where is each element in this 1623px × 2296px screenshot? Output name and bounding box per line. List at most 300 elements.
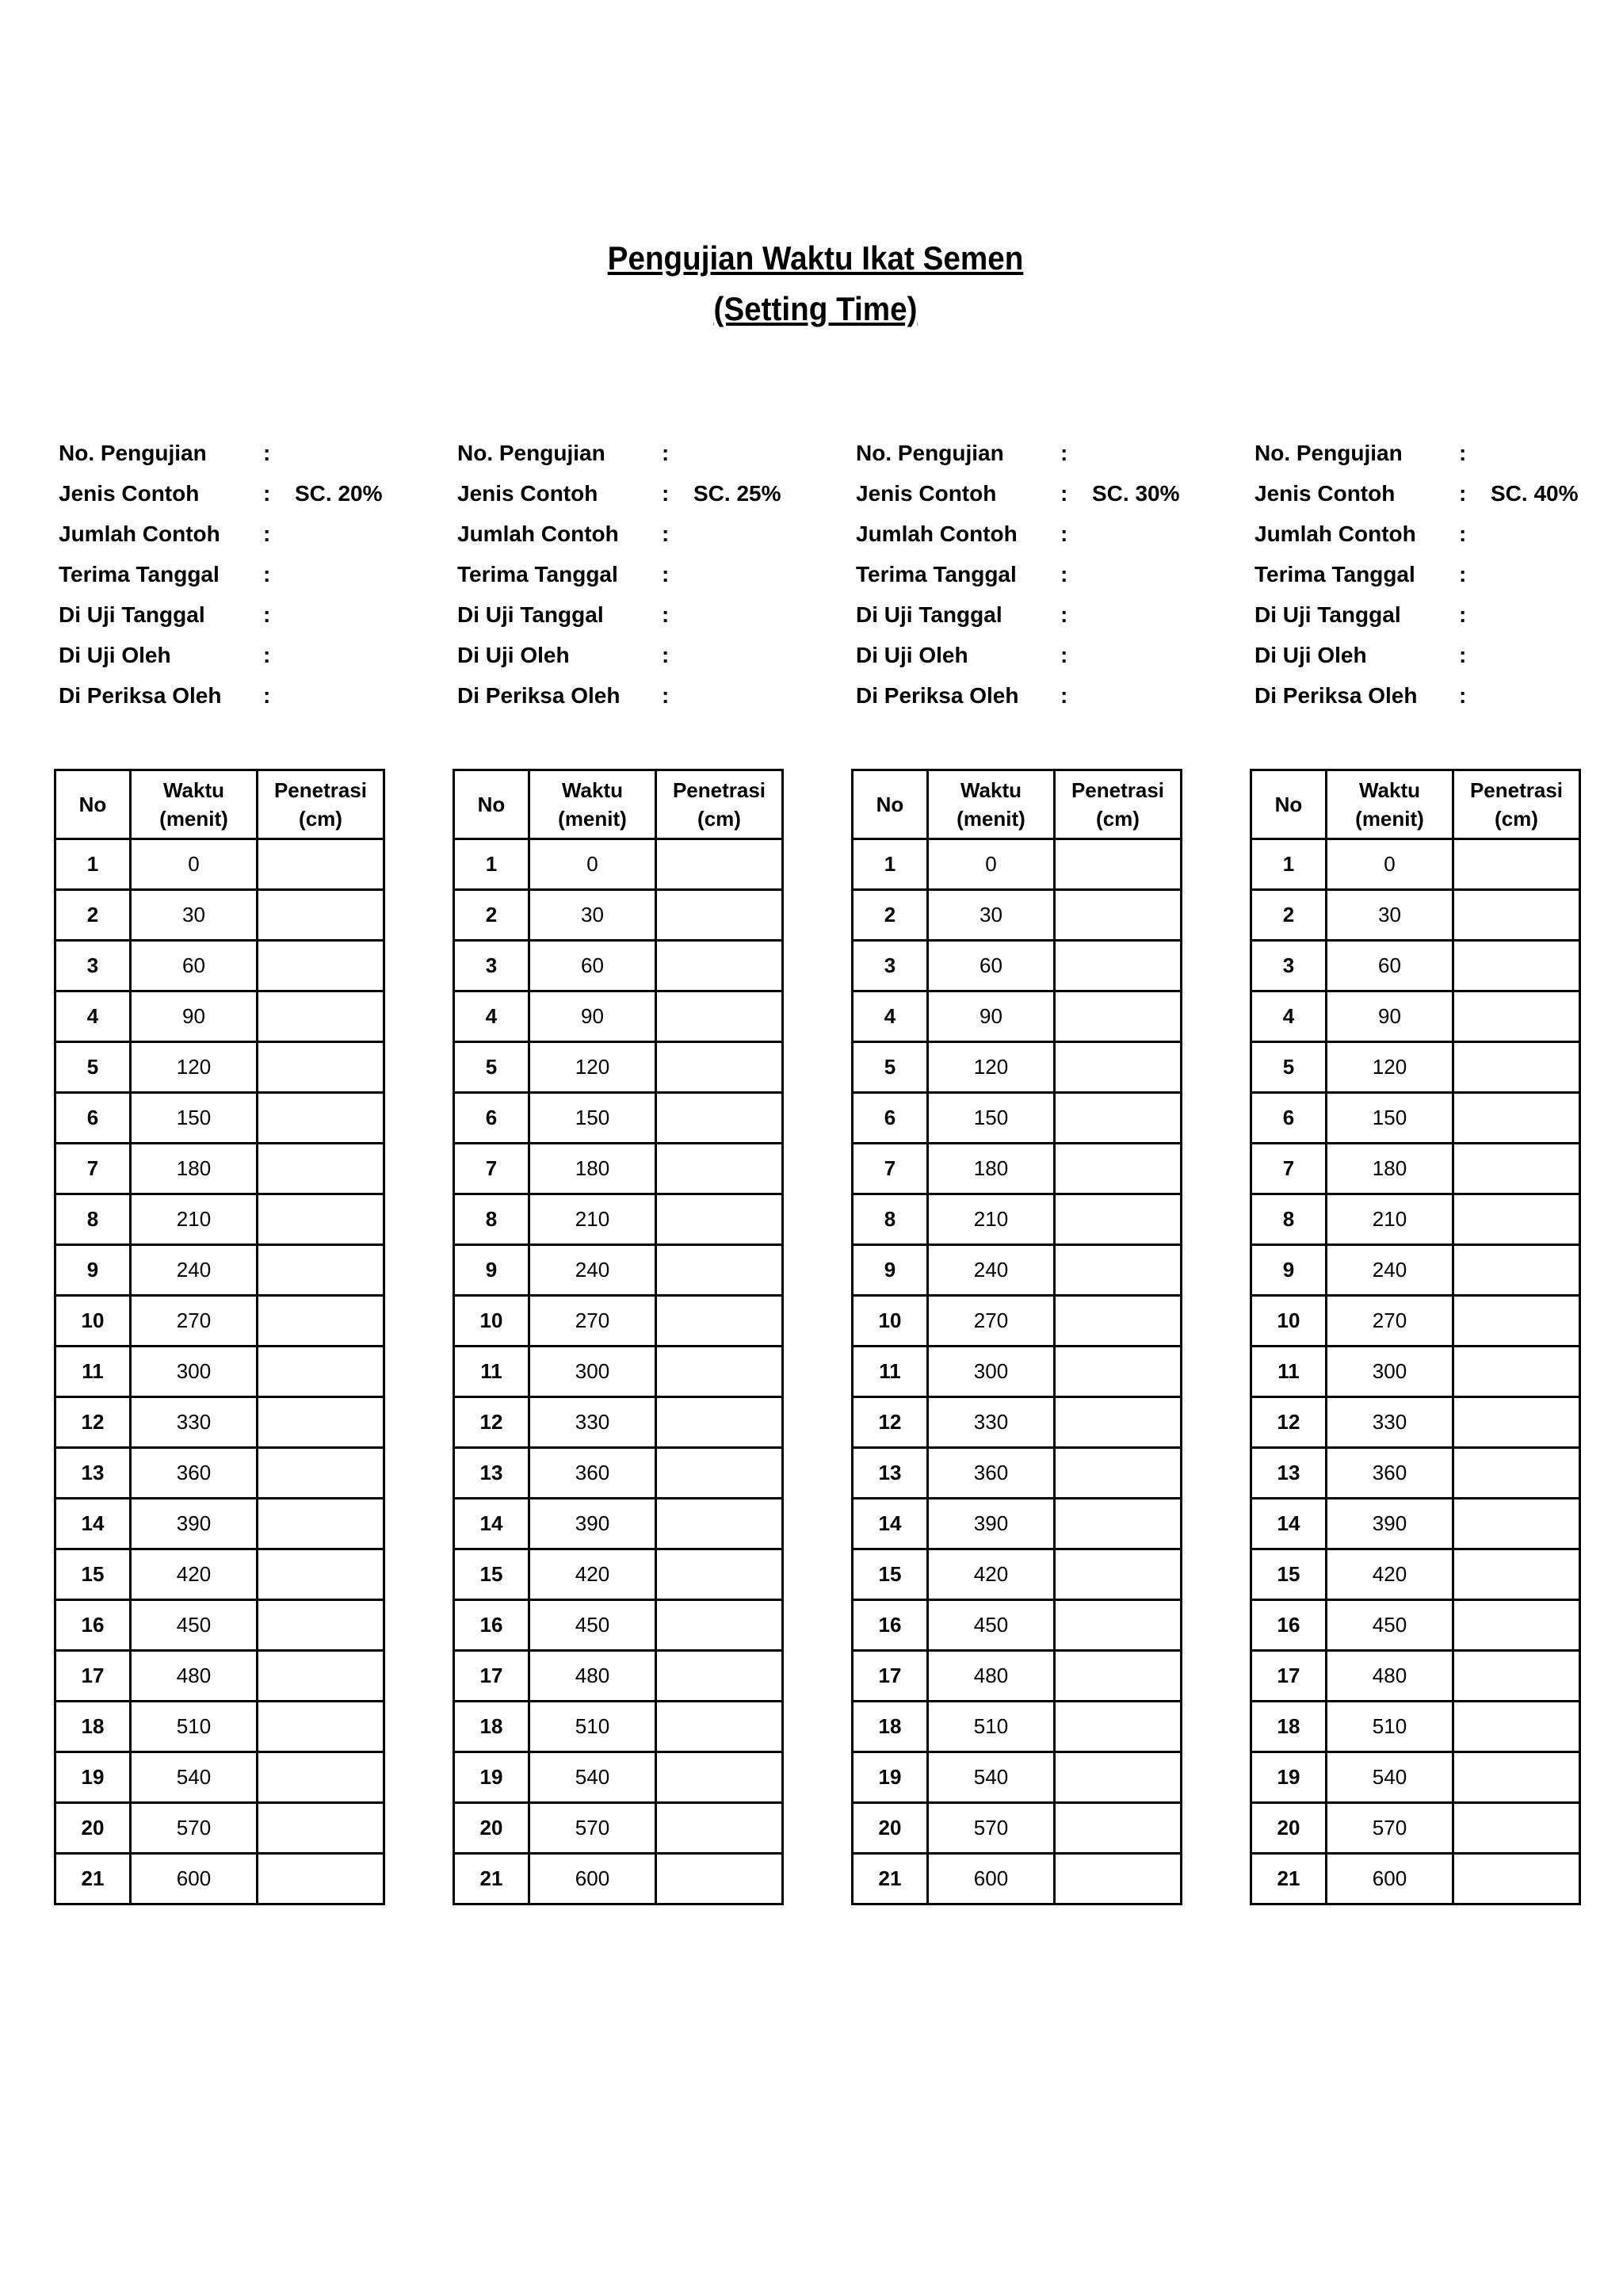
cell-no: 21: [853, 1854, 928, 1904]
cell-waktu: 300: [131, 1347, 258, 1397]
info-row: [59, 602, 391, 643]
cell-waktu: 120: [928, 1042, 1055, 1093]
cell-no: 3: [55, 941, 131, 991]
info-label: Jumlah Contoh: [856, 521, 1018, 546]
header-penetrasi-line1: Penetrasi: [672, 778, 766, 802]
cell-no: 21: [55, 1854, 131, 1904]
cell-waktu: 60: [928, 941, 1055, 991]
cell-penetrasi[interactable]: [1453, 1752, 1580, 1803]
cell-penetrasi[interactable]: [258, 1499, 384, 1549]
cell-penetrasi[interactable]: [258, 1803, 384, 1854]
cell-waktu: 480: [529, 1651, 656, 1702]
cell-penetrasi[interactable]: [1453, 1549, 1580, 1600]
page-subtitle: (Setting Time): [713, 290, 918, 327]
page-title: Pengujian Waktu Ikat Semen: [607, 239, 1024, 277]
cell-penetrasi[interactable]: [1453, 1803, 1580, 1854]
info-colon: :: [1459, 481, 1467, 506]
cell-penetrasi[interactable]: [1055, 1854, 1182, 1904]
table-row: [454, 1397, 783, 1448]
header-penetrasi: [258, 770, 384, 839]
jenis-contoh-value: SC. 30%: [1092, 481, 1180, 506]
info-row: [59, 643, 391, 683]
table-row: [1251, 1194, 1580, 1245]
info-label: Di Uji Oleh: [59, 643, 171, 667]
cell-penetrasi[interactable]: [656, 1042, 783, 1093]
cell-penetrasi[interactable]: [1055, 1296, 1182, 1347]
cell-waktu: 30: [928, 890, 1055, 941]
cell-no: 19: [1251, 1752, 1327, 1803]
info-label: No. Pengujian: [1254, 441, 1403, 465]
info-colon: :: [1060, 521, 1068, 546]
info-row: [1254, 683, 1587, 724]
cell-penetrasi[interactable]: [1055, 1448, 1182, 1499]
cell-penetrasi[interactable]: [258, 1042, 384, 1093]
cell-penetrasi[interactable]: [656, 991, 783, 1042]
table-row: [55, 1702, 384, 1752]
table-row: [853, 1347, 1182, 1397]
table-row: [853, 1397, 1182, 1448]
table-row: [454, 1144, 783, 1194]
cell-waktu: 450: [131, 1600, 258, 1651]
cell-waktu: 240: [529, 1245, 656, 1296]
cell-no: 8: [1251, 1194, 1327, 1245]
cell-waktu: 570: [131, 1803, 258, 1854]
cell-no: 16: [1251, 1600, 1327, 1651]
cell-penetrasi[interactable]: [1055, 1093, 1182, 1144]
header-no: No: [1251, 770, 1327, 839]
cell-no: 15: [853, 1549, 928, 1600]
info-row: [856, 602, 1189, 643]
info-colon: :: [1060, 683, 1068, 708]
info-colon: :: [662, 441, 670, 465]
cell-waktu: 180: [131, 1144, 258, 1194]
cell-no: 11: [454, 1347, 529, 1397]
info-row: [1254, 481, 1587, 521]
jenis-contoh-value: SC. 20%: [295, 481, 383, 506]
cell-penetrasi[interactable]: [1453, 941, 1580, 991]
cell-penetrasi[interactable]: [1055, 1144, 1182, 1194]
cell-penetrasi[interactable]: [656, 1296, 783, 1347]
cell-no: 17: [55, 1651, 131, 1702]
cell-no: 12: [1251, 1397, 1327, 1448]
info-label: Di Periksa Oleh: [1254, 683, 1418, 708]
header-penetrasi-line2: (cm): [1495, 807, 1538, 831]
cell-waktu: 420: [928, 1549, 1055, 1600]
info-label: Di Uji Tanggal: [1254, 602, 1401, 627]
info-label: Terima Tanggal: [1254, 562, 1415, 586]
cell-penetrasi[interactable]: [656, 890, 783, 941]
sample-info: [457, 441, 790, 724]
cell-waktu: 30: [131, 890, 258, 941]
cell-penetrasi[interactable]: [656, 1752, 783, 1803]
cell-penetrasi[interactable]: [1055, 1651, 1182, 1702]
cell-no: 8: [853, 1194, 928, 1245]
table-row: [853, 1600, 1182, 1651]
cell-waktu: 30: [1327, 890, 1453, 941]
cell-no: 20: [55, 1803, 131, 1854]
header-penetrasi: [1453, 770, 1580, 839]
sample-info: [856, 441, 1189, 724]
cell-no: 5: [55, 1042, 131, 1093]
cell-penetrasi[interactable]: [1055, 1245, 1182, 1296]
info-colon: :: [1459, 521, 1467, 546]
table-row: [853, 1296, 1182, 1347]
table-row: [454, 1093, 783, 1144]
cell-penetrasi[interactable]: [656, 1549, 783, 1600]
cell-penetrasi[interactable]: [656, 1144, 783, 1194]
cell-no: 15: [55, 1549, 131, 1600]
cell-penetrasi[interactable]: [1453, 1651, 1580, 1702]
header-waktu: [928, 770, 1055, 839]
info-colon: :: [1459, 602, 1467, 627]
setting-time-table: [1250, 769, 1581, 1905]
cell-penetrasi[interactable]: [656, 1347, 783, 1397]
cell-penetrasi[interactable]: [258, 1549, 384, 1600]
table-row: [853, 1803, 1182, 1854]
info-colon: :: [1060, 643, 1068, 667]
cell-penetrasi[interactable]: [1055, 839, 1182, 890]
info-label: Di Periksa Oleh: [856, 683, 1019, 708]
cell-penetrasi[interactable]: [258, 991, 384, 1042]
cell-penetrasi[interactable]: [1055, 1347, 1182, 1397]
cell-no: 7: [55, 1144, 131, 1194]
info-colon: :: [662, 602, 670, 627]
header-waktu: [1327, 770, 1453, 839]
table-row: [1251, 1499, 1580, 1549]
cell-waktu: 210: [1327, 1194, 1453, 1245]
cell-no: 17: [853, 1651, 928, 1702]
cell-penetrasi[interactable]: [656, 1702, 783, 1752]
info-colon: :: [1060, 481, 1068, 506]
table-row: [1251, 1347, 1580, 1397]
cell-penetrasi[interactable]: [258, 1651, 384, 1702]
cell-no: 10: [454, 1296, 529, 1347]
cell-waktu: 450: [1327, 1600, 1453, 1651]
cell-penetrasi[interactable]: [258, 1702, 384, 1752]
table-row: [454, 890, 783, 941]
info-row: [457, 643, 790, 683]
cell-no: 10: [55, 1296, 131, 1347]
table-row: [454, 1448, 783, 1499]
table-row: [1251, 1397, 1580, 1448]
cell-penetrasi[interactable]: [1055, 1549, 1182, 1600]
cell-no: 6: [454, 1093, 529, 1144]
cell-waktu: 360: [1327, 1448, 1453, 1499]
cell-waktu: 270: [1327, 1296, 1453, 1347]
table-row: [454, 1296, 783, 1347]
cell-waktu: 420: [131, 1549, 258, 1600]
cell-penetrasi[interactable]: [258, 890, 384, 941]
table-row: [55, 1752, 384, 1803]
cell-penetrasi[interactable]: [1453, 1600, 1580, 1651]
cell-no: 6: [853, 1093, 928, 1144]
cell-penetrasi[interactable]: [656, 1245, 783, 1296]
cell-penetrasi[interactable]: [1453, 1245, 1580, 1296]
cell-no: 13: [1251, 1448, 1327, 1499]
cell-waktu: 600: [529, 1854, 656, 1904]
header-penetrasi: [656, 770, 783, 839]
cell-no: 2: [1251, 890, 1327, 941]
cell-penetrasi[interactable]: [1055, 1042, 1182, 1093]
table-row: [454, 1194, 783, 1245]
table-row: [454, 1042, 783, 1093]
cell-waktu: 570: [1327, 1803, 1453, 1854]
cell-penetrasi[interactable]: [1453, 991, 1580, 1042]
cell-no: 3: [454, 941, 529, 991]
cell-penetrasi[interactable]: [1453, 1347, 1580, 1397]
table-header-row: [853, 770, 1182, 839]
header-waktu-line1: Waktu: [162, 778, 225, 802]
cell-waktu: 210: [131, 1194, 258, 1245]
table-row: [853, 1549, 1182, 1600]
table-row: [454, 1245, 783, 1296]
cell-no: 6: [1251, 1093, 1327, 1144]
cell-penetrasi[interactable]: [258, 1296, 384, 1347]
cell-waktu: 90: [928, 991, 1055, 1042]
cell-no: 20: [1251, 1803, 1327, 1854]
cell-penetrasi[interactable]: [656, 1499, 783, 1549]
table-header-row: [1251, 770, 1580, 839]
cell-penetrasi[interactable]: [656, 1651, 783, 1702]
info-row: [59, 521, 391, 562]
cell-penetrasi[interactable]: [258, 839, 384, 890]
cell-no: 20: [454, 1803, 529, 1854]
cell-penetrasi[interactable]: [258, 941, 384, 991]
table-row: [1251, 1752, 1580, 1803]
cell-no: 13: [853, 1448, 928, 1499]
cell-penetrasi[interactable]: [1453, 1448, 1580, 1499]
cell-no: 18: [853, 1702, 928, 1752]
cell-penetrasi[interactable]: [1453, 1702, 1580, 1752]
cell-penetrasi[interactable]: [258, 1752, 384, 1803]
cell-penetrasi[interactable]: [258, 1347, 384, 1397]
cell-penetrasi[interactable]: [1453, 1499, 1580, 1549]
header-waktu-line2: (menit): [1355, 807, 1424, 831]
info-row: [1254, 643, 1587, 683]
cell-waktu: 510: [1327, 1702, 1453, 1752]
table-row: [1251, 1600, 1580, 1651]
table-row: [853, 839, 1182, 890]
cell-penetrasi[interactable]: [1055, 1702, 1182, 1752]
cell-penetrasi[interactable]: [1055, 991, 1182, 1042]
cell-penetrasi[interactable]: [258, 1093, 384, 1144]
info-label: Di Periksa Oleh: [59, 683, 222, 708]
table-row: [853, 991, 1182, 1042]
cell-waktu: 60: [529, 941, 656, 991]
info-row: [59, 441, 391, 481]
table-row: [853, 1702, 1182, 1752]
cell-no: 9: [454, 1245, 529, 1296]
table-row: [1251, 1093, 1580, 1144]
table-row: [55, 1651, 384, 1702]
cell-no: 10: [1251, 1296, 1327, 1347]
cell-waktu: 330: [131, 1397, 258, 1448]
cell-waktu: 30: [529, 890, 656, 941]
info-colon: :: [1060, 602, 1068, 627]
cell-penetrasi[interactable]: [1453, 1194, 1580, 1245]
table-row: [454, 1803, 783, 1854]
setting-time-table: [453, 769, 784, 1905]
cell-waktu: 540: [131, 1752, 258, 1803]
cell-no: 8: [454, 1194, 529, 1245]
cell-no: 11: [1251, 1347, 1327, 1397]
cell-waktu: 510: [529, 1702, 656, 1752]
info-row: [457, 602, 790, 643]
cell-penetrasi[interactable]: [1453, 890, 1580, 941]
sample-info: [59, 441, 391, 724]
cell-no: 2: [55, 890, 131, 941]
table-header-row: [55, 770, 384, 839]
cell-penetrasi[interactable]: [1453, 1397, 1580, 1448]
cell-penetrasi[interactable]: [656, 1854, 783, 1904]
cell-no: 14: [454, 1499, 529, 1549]
cell-waktu: 60: [131, 941, 258, 991]
table-row: [853, 941, 1182, 991]
cell-waktu: 450: [529, 1600, 656, 1651]
header-penetrasi-line2: (cm): [697, 807, 741, 831]
cell-penetrasi[interactable]: [656, 839, 783, 890]
cell-penetrasi[interactable]: [1055, 1499, 1182, 1549]
cell-waktu: 330: [928, 1397, 1055, 1448]
cell-waktu: 510: [928, 1702, 1055, 1752]
table-row: [454, 839, 783, 890]
table-row: [853, 1245, 1182, 1296]
info-row: [856, 481, 1189, 521]
cell-penetrasi[interactable]: [258, 1245, 384, 1296]
cell-waktu: 300: [928, 1347, 1055, 1397]
table-row: [1251, 1803, 1580, 1854]
cell-penetrasi[interactable]: [258, 1194, 384, 1245]
cell-no: 12: [55, 1397, 131, 1448]
cell-penetrasi[interactable]: [1055, 1752, 1182, 1803]
cell-penetrasi[interactable]: [1453, 1854, 1580, 1904]
info-label: No. Pengujian: [59, 441, 207, 465]
cell-penetrasi[interactable]: [656, 1093, 783, 1144]
cell-waktu: 270: [928, 1296, 1055, 1347]
cell-no: 9: [853, 1245, 928, 1296]
cell-penetrasi[interactable]: [258, 1397, 384, 1448]
cell-penetrasi[interactable]: [656, 1448, 783, 1499]
header-waktu-line1: Waktu: [1358, 778, 1421, 802]
cell-penetrasi[interactable]: [656, 1803, 783, 1854]
cell-penetrasi[interactable]: [1055, 1397, 1182, 1448]
info-colon: :: [662, 521, 670, 546]
cell-waktu: 0: [529, 839, 656, 890]
cell-penetrasi[interactable]: [656, 1194, 783, 1245]
table-row: [1251, 1448, 1580, 1499]
info-label: Di Uji Oleh: [1254, 643, 1367, 667]
table-row: [454, 941, 783, 991]
info-label: Jenis Contoh: [1254, 481, 1396, 506]
header-waktu-line2: (menit): [558, 807, 627, 831]
cell-penetrasi[interactable]: [1453, 1144, 1580, 1194]
cell-no: 7: [853, 1144, 928, 1194]
cell-penetrasi[interactable]: [1055, 890, 1182, 941]
cell-penetrasi[interactable]: [1453, 839, 1580, 890]
cell-penetrasi[interactable]: [1055, 1194, 1182, 1245]
info-colon: :: [1459, 441, 1467, 465]
table-row: [55, 1448, 384, 1499]
cell-no: 4: [1251, 991, 1327, 1042]
cell-penetrasi[interactable]: [1055, 1600, 1182, 1651]
cell-waktu: 150: [529, 1093, 656, 1144]
table-row: [454, 1702, 783, 1752]
table-row: [1251, 1245, 1580, 1296]
table-row: [1251, 1042, 1580, 1093]
cell-waktu: 150: [928, 1093, 1055, 1144]
info-row: [1254, 562, 1587, 602]
cell-penetrasi[interactable]: [656, 1397, 783, 1448]
cell-no: 2: [853, 890, 928, 941]
cell-waktu: 450: [928, 1600, 1055, 1651]
table-row: [1251, 1296, 1580, 1347]
cell-waktu: 600: [131, 1854, 258, 1904]
cell-penetrasi[interactable]: [258, 1144, 384, 1194]
table-row: [853, 1651, 1182, 1702]
cell-no: 21: [454, 1854, 529, 1904]
info-colon: :: [263, 441, 271, 465]
cell-waktu: 0: [928, 839, 1055, 890]
cell-no: 19: [853, 1752, 928, 1803]
cell-penetrasi[interactable]: [1055, 1803, 1182, 1854]
info-colon: :: [662, 562, 670, 586]
info-label: Jenis Contoh: [457, 481, 598, 506]
cell-no: 4: [853, 991, 928, 1042]
cell-penetrasi[interactable]: [258, 1854, 384, 1904]
table-row: [853, 1752, 1182, 1803]
cell-no: 12: [454, 1397, 529, 1448]
cell-no: 5: [853, 1042, 928, 1093]
info-colon: :: [662, 643, 670, 667]
cell-no: 17: [1251, 1651, 1327, 1702]
header-penetrasi-line2: (cm): [299, 807, 342, 831]
table-row: [454, 1347, 783, 1397]
table-row: [55, 1144, 384, 1194]
cell-waktu: 180: [529, 1144, 656, 1194]
info-colon: :: [263, 562, 271, 586]
cell-penetrasi[interactable]: [1055, 941, 1182, 991]
cell-no: 5: [1251, 1042, 1327, 1093]
table-row: [454, 1549, 783, 1600]
cell-penetrasi[interactable]: [258, 1448, 384, 1499]
cell-penetrasi[interactable]: [656, 941, 783, 991]
table-row: [1251, 941, 1580, 991]
info-row: [1254, 521, 1587, 562]
cell-penetrasi[interactable]: [1453, 1296, 1580, 1347]
cell-waktu: 390: [131, 1499, 258, 1549]
cell-penetrasi[interactable]: [656, 1600, 783, 1651]
cell-waktu: 150: [1327, 1093, 1453, 1144]
table-row: [853, 1854, 1182, 1904]
cell-no: 7: [1251, 1144, 1327, 1194]
cell-waktu: 0: [131, 839, 258, 890]
table-row: [853, 1194, 1182, 1245]
cell-waktu: 420: [529, 1549, 656, 1600]
info-label: Jumlah Contoh: [457, 521, 619, 546]
cell-no: 21: [1251, 1854, 1327, 1904]
cell-waktu: 150: [131, 1093, 258, 1144]
table-row: [55, 1296, 384, 1347]
cell-penetrasi[interactable]: [1453, 1093, 1580, 1144]
header-no: No: [853, 770, 928, 839]
table-row: [55, 1245, 384, 1296]
cell-waktu: 480: [131, 1651, 258, 1702]
table-row: [454, 1854, 783, 1904]
cell-penetrasi[interactable]: [258, 1600, 384, 1651]
cell-penetrasi[interactable]: [1453, 1042, 1580, 1093]
setting-time-table: [851, 769, 1182, 1905]
table-row: [454, 1651, 783, 1702]
